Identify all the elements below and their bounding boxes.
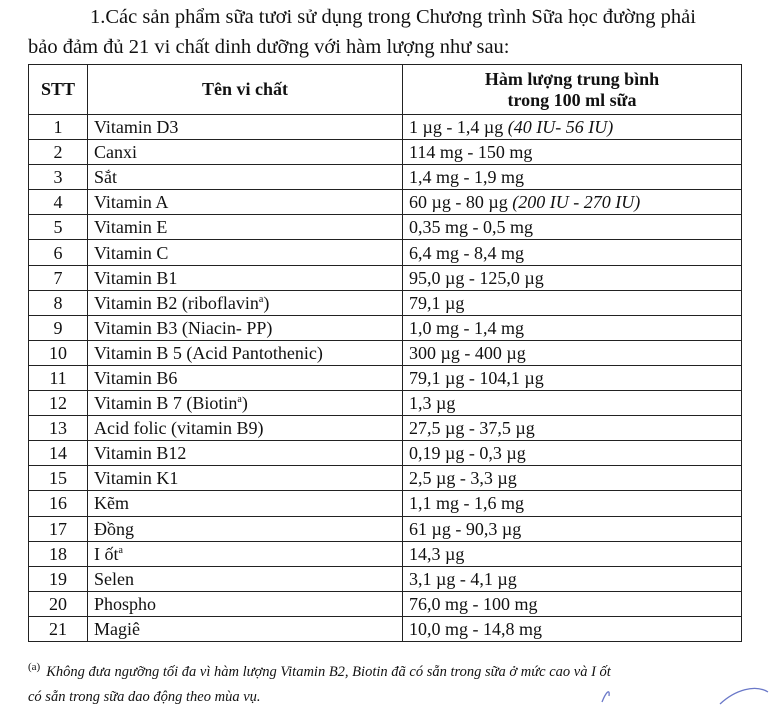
- row-stt: 1: [29, 115, 88, 140]
- row-nutrient-name: [88, 541, 403, 566]
- footnote-ref-mark: a: [237, 394, 242, 406]
- amount-text: 95,0 µg - 125,0 µg: [409, 267, 544, 288]
- row-stt: 13: [29, 416, 88, 441]
- row-stt: 2: [29, 140, 88, 165]
- table-row: [29, 491, 742, 516]
- amount-text: 1,1 mg - 1,6 mg: [409, 493, 524, 514]
- row-nutrient-name: [88, 340, 403, 365]
- row-stt: 12: [29, 391, 88, 416]
- table-header-row: [29, 65, 742, 115]
- table-row: [29, 441, 742, 466]
- nutrient-name-text: Vitamin A: [94, 192, 169, 213]
- header-amount-line-2: trong 100 ml sữa: [507, 89, 637, 110]
- amount-text: 2,5 µg - 3,3 µg: [409, 468, 517, 489]
- nutrient-name-text: Acid folic (vitamin B9): [94, 418, 264, 439]
- amount-text: 79,1 µg - 104,1 µg: [409, 367, 544, 388]
- row-amount: [403, 616, 742, 641]
- row-stt: 20: [29, 591, 88, 616]
- row-nutrient-name: [88, 616, 403, 641]
- row-amount: [403, 566, 742, 591]
- amount-text: 1,4 mg - 1,9 mg: [409, 167, 524, 188]
- amount-text: 27,5 µg - 37,5 µg: [409, 418, 535, 439]
- nutrient-name-text: Vitamin B1: [94, 267, 178, 288]
- table-row: [29, 215, 742, 240]
- row-nutrient-name: [88, 265, 403, 290]
- table-row: [29, 591, 742, 616]
- row-nutrient-name: [88, 365, 403, 390]
- nutrient-name-text: Đồng: [94, 518, 134, 539]
- row-amount: [403, 315, 742, 340]
- nutrient-name-text: Vitamin E: [94, 217, 168, 238]
- row-amount: [403, 591, 742, 616]
- row-stt: 4: [29, 190, 88, 215]
- row-nutrient-name: [88, 466, 403, 491]
- nutrient-name-suffix: ): [241, 393, 248, 414]
- row-stt: 15: [29, 466, 88, 491]
- amount-text: 3,1 µg - 4,1 µg: [409, 568, 517, 589]
- intro-line-2: bảo đảm đủ 21 vi chất dinh dưỡng với hàm lượng như sau:: [28, 36, 510, 58]
- header-stt: STT: [29, 65, 88, 115]
- pen-scribble: [600, 680, 770, 706]
- row-nutrient-name: [88, 416, 403, 441]
- row-amount: [403, 441, 742, 466]
- row-stt: 14: [29, 441, 88, 466]
- row-nutrient-name: [88, 115, 403, 140]
- row-amount: [403, 365, 742, 390]
- table-row: [29, 315, 742, 340]
- row-amount: [403, 491, 742, 516]
- row-nutrient-name: [88, 566, 403, 591]
- header-amount-line-1: Hàm lượng trung bình: [484, 68, 660, 89]
- row-stt: 11: [29, 365, 88, 390]
- amount-iu-note: (200 IU - 270 IU): [512, 192, 641, 213]
- nutrient-name-text: Magiê: [94, 618, 140, 639]
- row-stt: 21: [29, 616, 88, 641]
- table-row: [29, 391, 742, 416]
- row-nutrient-name: [88, 391, 403, 416]
- amount-text: 114 mg - 150 mg: [409, 142, 533, 163]
- intro-paragraph: [28, 2, 768, 62]
- nutrient-name-text: Vitamin C: [94, 242, 169, 263]
- row-amount: [403, 391, 742, 416]
- table-row: [29, 290, 742, 315]
- row-amount: [403, 340, 742, 365]
- table-row: [29, 140, 742, 165]
- amount-text: 61 µg - 90,3 µg: [409, 518, 522, 539]
- table-row: [29, 340, 742, 365]
- row-nutrient-name: [88, 240, 403, 265]
- nutrient-name-text: Vitamin K1: [94, 468, 179, 489]
- row-nutrient-name: [88, 516, 403, 541]
- amount-text: 0,19 µg - 0,3 µg: [409, 443, 526, 464]
- table-row: [29, 165, 742, 190]
- nutrient-name-text: Canxi: [94, 142, 137, 163]
- nutrient-name-text: Vitamin D3: [94, 117, 179, 138]
- footnote-line-2: có sẵn trong sữa dao động theo mùa vụ.: [28, 689, 261, 705]
- row-amount: [403, 115, 742, 140]
- table-row: [29, 240, 742, 265]
- table-row: [29, 566, 742, 591]
- table-row: [29, 265, 742, 290]
- row-nutrient-name: [88, 165, 403, 190]
- footnote-mark: (a): [28, 661, 41, 673]
- intro-line-1: 1.Các sản phẩm sữa tươi sử dụng trong Chương trình Sữa học đường phải: [90, 6, 696, 28]
- row-stt: 3: [29, 165, 88, 190]
- row-amount: [403, 215, 742, 240]
- table-row: [29, 365, 742, 390]
- micronutrient-table: [28, 64, 742, 642]
- amount-iu-note: (40 IU- 56 IU): [507, 117, 614, 138]
- row-nutrient-name: [88, 215, 403, 240]
- row-nutrient-name: [88, 290, 403, 315]
- table-row: [29, 466, 742, 491]
- table-row: [29, 541, 742, 566]
- row-stt: 6: [29, 240, 88, 265]
- amount-text: 10,0 mg - 14,8 mg: [409, 618, 542, 639]
- amount-text: 6,4 mg - 8,4 mg: [409, 242, 524, 263]
- amount-text: 0,35 mg - 0,5 mg: [409, 217, 533, 238]
- amount-text: 1 µg - 1,4 µg: [409, 117, 504, 138]
- row-stt: 5: [29, 215, 88, 240]
- header-amount: [403, 65, 742, 115]
- nutrient-name-text: Vitamin B12: [94, 443, 187, 464]
- nutrient-name-text: I ốt: [94, 543, 119, 564]
- amount-text: 1,3 µg: [409, 393, 456, 414]
- nutrient-name-text: Sắt: [94, 167, 118, 188]
- table-row: [29, 416, 742, 441]
- footnote-ref-mark: a: [118, 544, 123, 556]
- row-amount: [403, 190, 742, 215]
- row-nutrient-name: [88, 140, 403, 165]
- nutrient-name-text: Phospho: [94, 593, 157, 614]
- nutrient-name-text: Selen: [94, 568, 134, 589]
- row-amount: [403, 466, 742, 491]
- table-row: [29, 516, 742, 541]
- row-stt: 10: [29, 340, 88, 365]
- row-nutrient-name: [88, 315, 403, 340]
- amount-text: 79,1 µg: [409, 292, 465, 313]
- row-amount: [403, 165, 742, 190]
- row-amount: [403, 265, 742, 290]
- row-nutrient-name: [88, 441, 403, 466]
- row-amount: [403, 240, 742, 265]
- row-amount: [403, 140, 742, 165]
- nutrient-name-suffix: ): [263, 292, 270, 313]
- row-amount: [403, 516, 742, 541]
- nutrient-name-text: Vitamin B3 (Niacin- PP): [94, 317, 273, 338]
- row-stt: 16: [29, 491, 88, 516]
- nutrient-name-text: Vitamin B6: [94, 367, 178, 388]
- nutrient-name-text: Kẽm: [94, 493, 129, 514]
- table-row: [29, 190, 742, 215]
- amount-text: 300 µg - 400 µg: [409, 342, 526, 363]
- nutrient-name-text: Vitamin B 5 (Acid Pantothenic): [94, 342, 323, 363]
- row-stt: 9: [29, 315, 88, 340]
- row-stt: 7: [29, 265, 88, 290]
- row-stt: 19: [29, 566, 88, 591]
- row-amount: [403, 290, 742, 315]
- row-amount: [403, 541, 742, 566]
- footnote-line-1: Không đưa ngưỡng tối đa vì hàm lượng Vitamin B2, Biotin đã có sẵn trong sữa ở mức cao và I ốt: [46, 664, 611, 680]
- row-amount: [403, 416, 742, 441]
- header-name: Tên vi chất: [88, 65, 403, 115]
- amount-text: 60 µg - 80 µg: [409, 192, 508, 213]
- row-nutrient-name: [88, 190, 403, 215]
- table-row: [29, 115, 742, 140]
- amount-text: 14,3 µg: [409, 543, 465, 564]
- nutrient-name-text: Vitamin B 7 (Biotin: [94, 393, 238, 414]
- amount-text: 1,0 mg - 1,4 mg: [409, 317, 524, 338]
- row-stt: 17: [29, 516, 88, 541]
- row-nutrient-name: [88, 591, 403, 616]
- table-row: [29, 616, 742, 641]
- footnote-ref-mark: a: [258, 293, 264, 305]
- amount-text: 76,0 mg - 100 mg: [409, 593, 538, 614]
- row-stt: 8: [29, 290, 88, 315]
- nutrient-name-text: Vitamin B2 (riboflavin: [94, 292, 259, 313]
- row-stt: 18: [29, 541, 88, 566]
- row-nutrient-name: [88, 491, 403, 516]
